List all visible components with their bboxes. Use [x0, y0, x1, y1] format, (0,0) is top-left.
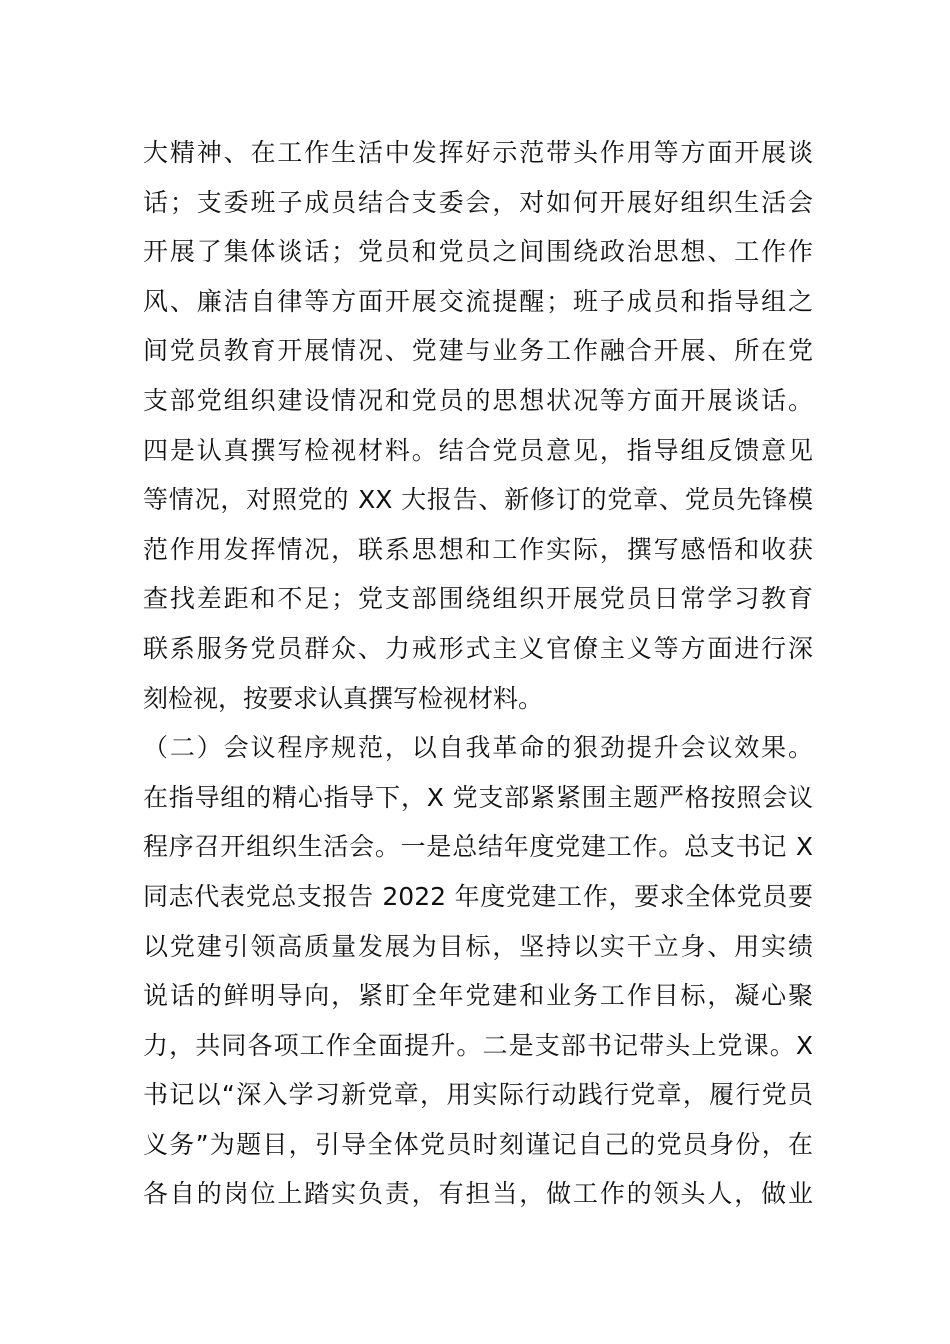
text-line: 各自的岗位上踏实负责，有担当，做工作的领头人，做业: [143, 1179, 813, 1209]
text-line: 刻检视，按要求认真撰写检视材料。: [143, 683, 544, 713]
text-line: 大精神、在工作生活中发挥好示范带头作用等方面开展谈: [143, 138, 813, 167]
text-line: 书记以“深入学习新党章，用实际行动践行党章，履行党员: [143, 1080, 813, 1110]
text-line: 义务”为题目，引导全体党员时刻谨记自己的党员身份，在: [143, 1129, 813, 1159]
text-line: 间党员教育开展情况、党建与业务工作融合开展、所在党: [143, 336, 813, 366]
text-line: 风、廉洁自律等方面开展交流提醒；班子成员和指导组之: [143, 286, 813, 316]
text-line: 以党建引领高质量发展为目标，坚持以实干立身、用实绩: [143, 931, 813, 961]
text-line: 支部党组织建设情况和党员的思想状况等方面开展谈话。: [143, 385, 813, 415]
body-text: [143, 128, 813, 1219]
text-line: 开展了集体谈话；党员和党员之间围绕政治思想、工作作: [143, 237, 813, 267]
text-line: 话；支委班子成员结合支委会，对如何开展好组织生活会: [143, 187, 813, 217]
text-line: 同志代表党总支报告 2022 年度党建工作，要求全体党员要: [143, 881, 813, 911]
text-line: 等情况，对照党的 XX 大报告、新修订的党章、党员先锋模: [143, 485, 813, 515]
text-line: 力，共同各项工作全面提升。二是支部书记带头上党课。X: [143, 1030, 813, 1060]
text-line: 在指导组的精心指导下，X 党支部紧紧围主题严格按照会议: [143, 782, 813, 812]
section-heading: （二）会议程序规范，以自我革命的狠劲提升会议效果。: [143, 733, 813, 763]
text-line: 联系服务党员群众、力戒形式主义官僚主义等方面进行深: [143, 633, 813, 663]
text-line: 程序召开组织生活会。一是总结年度党建工作。总支书记 X: [143, 832, 813, 862]
text-line: 查找差距和不足；党支部围绕组织开展党员日常学习教育: [143, 584, 813, 614]
text-line: 说话的鲜明导向，紧盯全年党建和业务工作目标，凝心聚: [143, 981, 813, 1011]
text-line: 四是认真撰写检视材料。结合党员意见，指导组反馈意见: [143, 435, 813, 465]
text-line: 范作用发挥情况，联系思想和工作实际，撰写感悟和收获: [143, 534, 813, 564]
